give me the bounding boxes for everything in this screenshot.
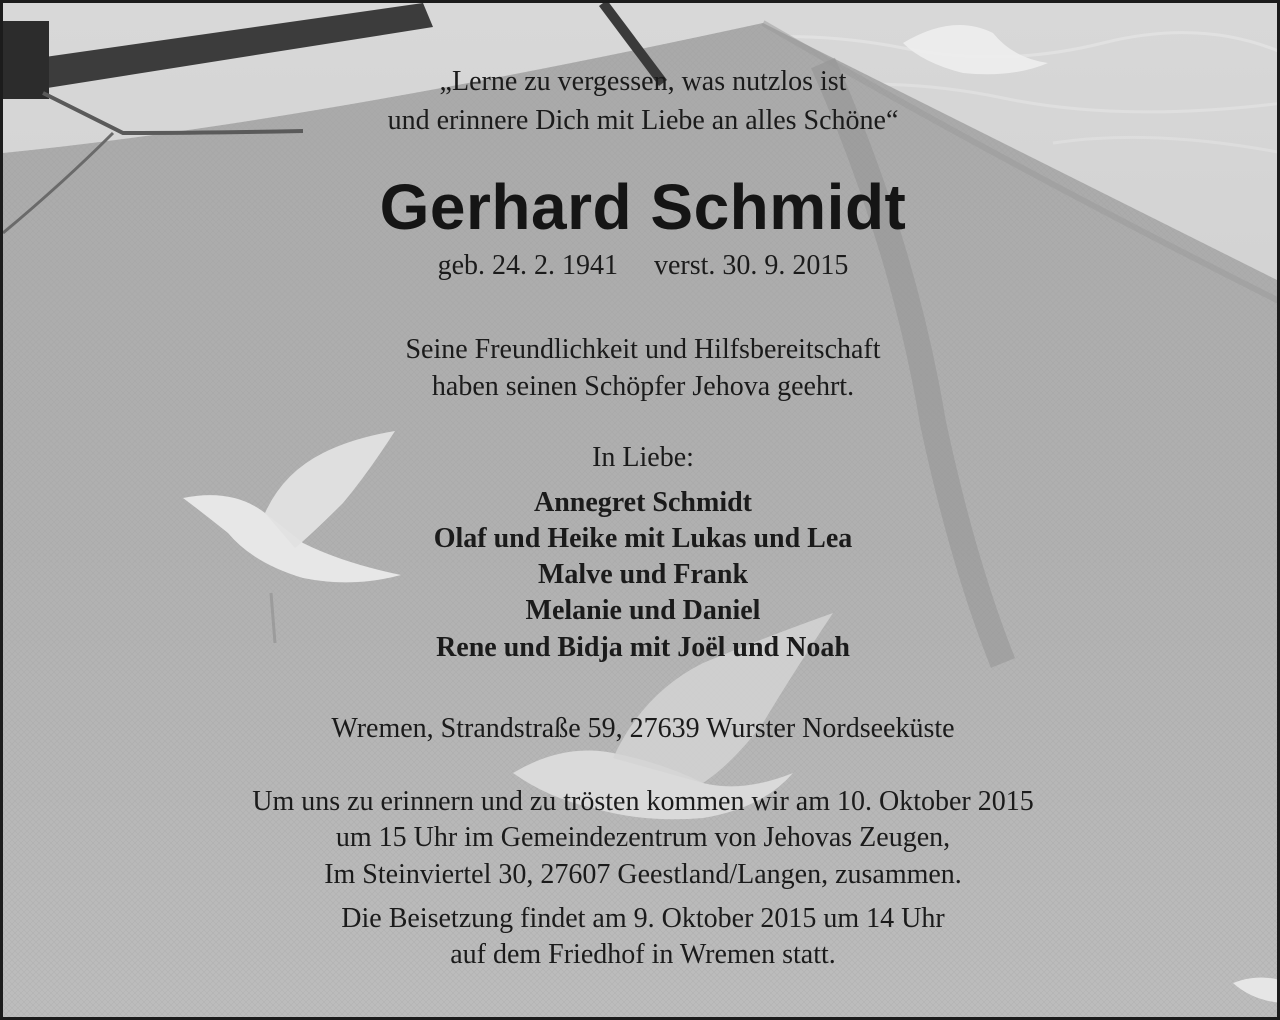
quote-line-1: „Lerne zu vergessen, was nutzlos ist xyxy=(439,66,847,97)
memorial-line-1: Um uns zu erinnern und zu trösten kommen wir am 10. Oktober 2015 xyxy=(252,786,1034,817)
family-address: Wremen, Strandstraße 59, 27639 Wurster Nordseeküste xyxy=(331,713,955,744)
mourner-name: Melanie und Daniel xyxy=(525,595,761,626)
death-date: verst. 30. 9. 2015 xyxy=(654,250,849,281)
quote-line-2: und erinnere Dich mit Liebe an alles Schöne“ xyxy=(387,105,899,136)
burial-line-1: Die Beisetzung findet am 9. Oktober 2015 um 14 Uhr xyxy=(341,903,945,934)
mourner-name: Malve und Frank xyxy=(537,559,749,590)
mourner-name: Olaf und Heike mit Lukas und Lea xyxy=(433,523,853,554)
memorial-line-2: um 15 Uhr im Gemeindezentrum von Jehovas Zeugen, xyxy=(335,822,951,853)
memorial-line-3: Im Steinviertel 30, 27607 Geestland/Langen, zusammen. xyxy=(324,859,962,890)
mourners-heading: In Liebe: xyxy=(592,442,694,473)
burial-line-2: auf dem Friedhof in Wremen statt. xyxy=(450,939,836,970)
tribute-line-2: haben seinen Schöpfer Jehova geehrt. xyxy=(431,371,855,402)
birth-date: geb. 24. 2. 1941 xyxy=(437,250,618,281)
deceased-name: Gerhard Schmidt xyxy=(379,171,907,243)
life-dates xyxy=(3,248,1280,284)
mourner-name: Annegret Schmidt xyxy=(533,487,753,518)
tribute-line-1: Seine Freundlichkeit und Hilfsbereitschaft xyxy=(405,334,881,365)
mourner-name: Rene und Bidja mit Joël und Noah xyxy=(436,632,850,663)
obituary-text xyxy=(3,3,1280,1020)
